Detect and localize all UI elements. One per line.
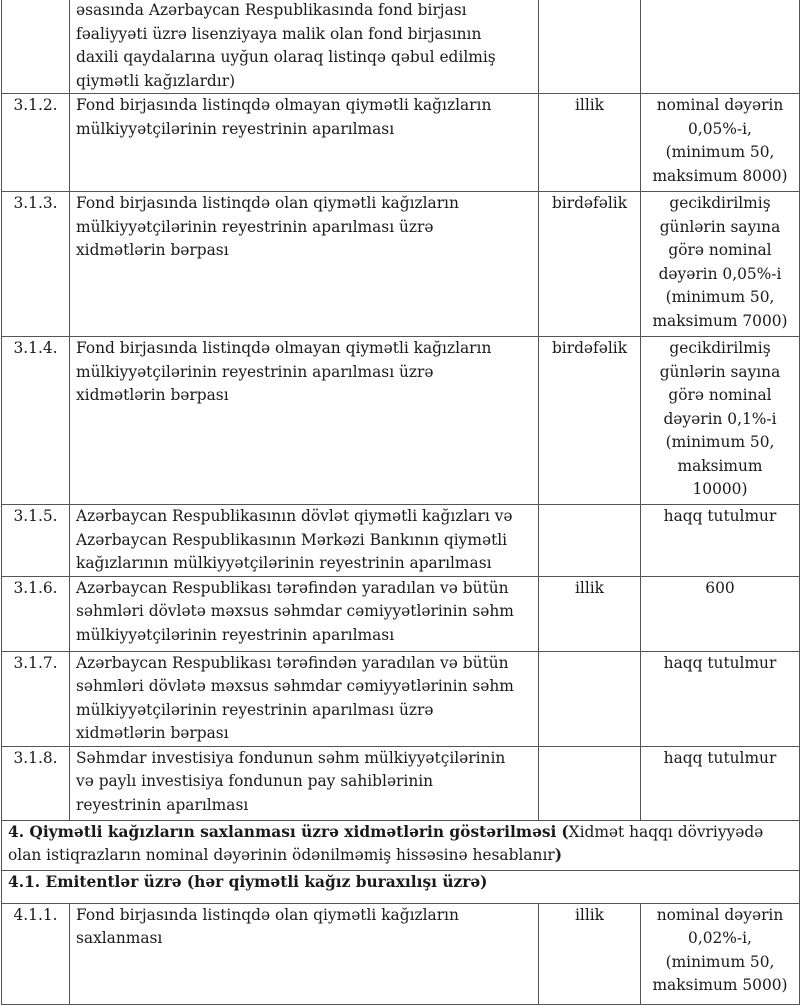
service-description	[70, 94, 539, 192]
text-line: (minimum 50,	[665, 952, 775, 971]
text-line: Azərbaycan Respublikasının dövlət qiymətli kağızları və	[76, 507, 513, 525]
text-line: nominal dəyərin	[656, 905, 784, 924]
table-row	[2, 746, 800, 820]
row-number: 4.1.1.	[2, 903, 70, 1004]
frequency	[539, 651, 641, 746]
frequency	[539, 0, 641, 94]
text-line: mülkiyyətçilərinin reyestrinin aparılması üzrə	[76, 362, 434, 381]
section-4-title: 4. Qiymətli kağızların saxlanması üzrə xidmətlərin göstərilməsi	[8, 822, 557, 841]
text-line: mülkiyyətçilərinin reyestrinin aparılması	[76, 625, 395, 644]
row-number: 3.1.3.	[2, 192, 70, 337]
fee	[641, 505, 800, 577]
text-line: 600	[705, 578, 735, 597]
text-line: xidmətlərin bərpası	[76, 241, 229, 259]
row-number: 3.1.6.	[2, 576, 70, 651]
service-description	[70, 192, 539, 337]
section-header-row	[2, 820, 800, 870]
fee	[641, 576, 800, 651]
service-description	[70, 337, 539, 505]
text-line: xidmətlərin bərpası	[76, 386, 229, 404]
close-paren: )	[554, 846, 563, 864]
text-line: Fond birjasında listinqdə olan qiymətli kağızların	[76, 194, 459, 212]
table-row	[2, 576, 800, 651]
section-4-note: Xidmət haqqı dövriyyədə olan istiqrazların nominal dəyərinin ödənilməmiş hissəsinə hesablanır	[8, 822, 764, 864]
frequency: illik	[539, 903, 641, 1004]
section-4-1-title: 4.1. Emitentlər üzrə (hər qiymətli kağız buraxılışı üzrə)	[8, 872, 488, 891]
table-row	[2, 651, 800, 746]
text-line: gecikdirilmiş	[669, 339, 771, 357]
frequency	[539, 746, 641, 820]
open-paren: (	[561, 822, 569, 841]
table-row	[2, 903, 800, 1004]
text-line: maksimum 8000)	[652, 166, 788, 185]
text-line: 10000)	[692, 480, 748, 498]
text-line: saxlanması	[76, 929, 163, 947]
table-row	[2, 0, 800, 94]
text-line: kağızlarının mülkiyyətçilərinin reyestrinin aparılması	[76, 554, 492, 572]
text-line: fəaliyyəti üzrə lisenziyaya malik olan fond birjasının	[76, 24, 482, 43]
text-line: əsasında Azərbaycan Respublikasında fond birjası	[76, 1, 467, 19]
text-line: dəyərin 0,1%-i	[663, 409, 777, 428]
row-number	[2, 0, 70, 94]
text-line: Fond birjasında listinqdə olan qiymətli kağızların	[76, 905, 459, 924]
text-line: dəyərin 0,05%-i	[658, 264, 782, 283]
section-4-heading	[2, 820, 800, 870]
fee	[641, 903, 800, 1004]
row-number: 3.1.8.	[2, 746, 70, 820]
text-line: nominal dəyərin	[656, 96, 784, 114]
service-description	[70, 0, 539, 94]
service-description	[70, 651, 539, 746]
text-line: mülkiyyətçilərinin reyestrinin aparılması üzrə	[76, 700, 434, 719]
frequency: birdəfəlik	[539, 337, 641, 505]
text-line: haqq tutulmur	[663, 653, 777, 672]
text-line: (minimum 50,	[665, 288, 775, 306]
text-line: maksimum 5000)	[652, 976, 788, 994]
text-line: (minimum 50,	[665, 143, 775, 161]
text-line: 0,05%-i,	[688, 119, 752, 138]
text-line: günlərin sayına	[659, 362, 781, 381]
service-description	[70, 903, 539, 1004]
text-line: maksimum	[677, 456, 763, 475]
text-line: gecikdirilmiş	[669, 194, 771, 212]
row-number: 3.1.7.	[2, 651, 70, 746]
service-description	[70, 505, 539, 577]
text-line: daxili qaydalarına uyğun olaraq listinqə qəbul edilmiş	[76, 48, 496, 66]
fee	[641, 94, 800, 192]
text-line: Azərbaycan Respublikası tərəfindən yaradılan və bütün	[76, 578, 509, 597]
text-line: Səhmdar investisiya fondunun səhm mülkiyyətçilərinin	[76, 748, 506, 767]
text-line: qiymətli kağızlardır)	[76, 71, 236, 90]
fee	[641, 651, 800, 746]
fee	[641, 337, 800, 505]
section-4-1-heading	[2, 870, 800, 903]
text-line: Azərbaycan Respublikasının Mərkəzi Bankının qiymətli	[76, 530, 508, 549]
text-line: səhmləri dövlətə məxsus səhmdar cəmiyyətlərinin səhm	[76, 677, 514, 695]
text-line: görə nominal	[668, 241, 772, 259]
fee-schedule-table	[1, 0, 800, 1005]
text-line: maksimum 7000)	[652, 311, 788, 330]
text-line: mülkiyyətçilərinin reyestrinin aparılması üzrə	[76, 217, 434, 236]
text-line: Fond birjasında listinqdə olmayan qiymətli kağızların	[76, 96, 492, 114]
text-line: günlərin sayına	[659, 217, 781, 236]
table-row	[2, 505, 800, 577]
fee	[641, 0, 800, 94]
text-line: haqq tutulmur	[663, 507, 777, 525]
row-number: 3.1.4.	[2, 337, 70, 505]
text-line: mülkiyyətçilərinin reyestrinin aparılması	[76, 119, 395, 138]
service-description	[70, 576, 539, 651]
text-line: xidmətlərin bərpası	[76, 724, 229, 742]
frequency	[539, 505, 641, 577]
text-line: (minimum 50,	[665, 433, 775, 451]
text-line: və paylı investisiya fondunun pay sahiblərinin	[76, 772, 434, 790]
text-line: görə nominal	[668, 386, 772, 404]
frequency: illik	[539, 576, 641, 651]
frequency: illik	[539, 94, 641, 192]
text-line: Azərbaycan Respublikası tərəfindən yaradılan və bütün	[76, 653, 509, 672]
row-number: 3.1.5.	[2, 505, 70, 577]
service-description	[70, 746, 539, 820]
table-row	[2, 337, 800, 505]
text-line: haqq tutulmur	[663, 748, 777, 767]
row-number: 3.1.2.	[2, 94, 70, 192]
text-line: səhmləri dövlətə məxsus səhmdar cəmiyyətlərinin səhm	[76, 602, 514, 620]
text-line: reyestrinin aparılması	[76, 795, 249, 814]
fee	[641, 746, 800, 820]
frequency: birdəfəlik	[539, 192, 641, 337]
table-row	[2, 94, 800, 192]
text-line: 0,02%-i,	[688, 929, 752, 947]
table-row	[2, 192, 800, 337]
text-line: Fond birjasında listinqdə olmayan qiymətli kağızların	[76, 339, 492, 357]
subsection-header-row	[2, 870, 800, 903]
fee	[641, 192, 800, 337]
